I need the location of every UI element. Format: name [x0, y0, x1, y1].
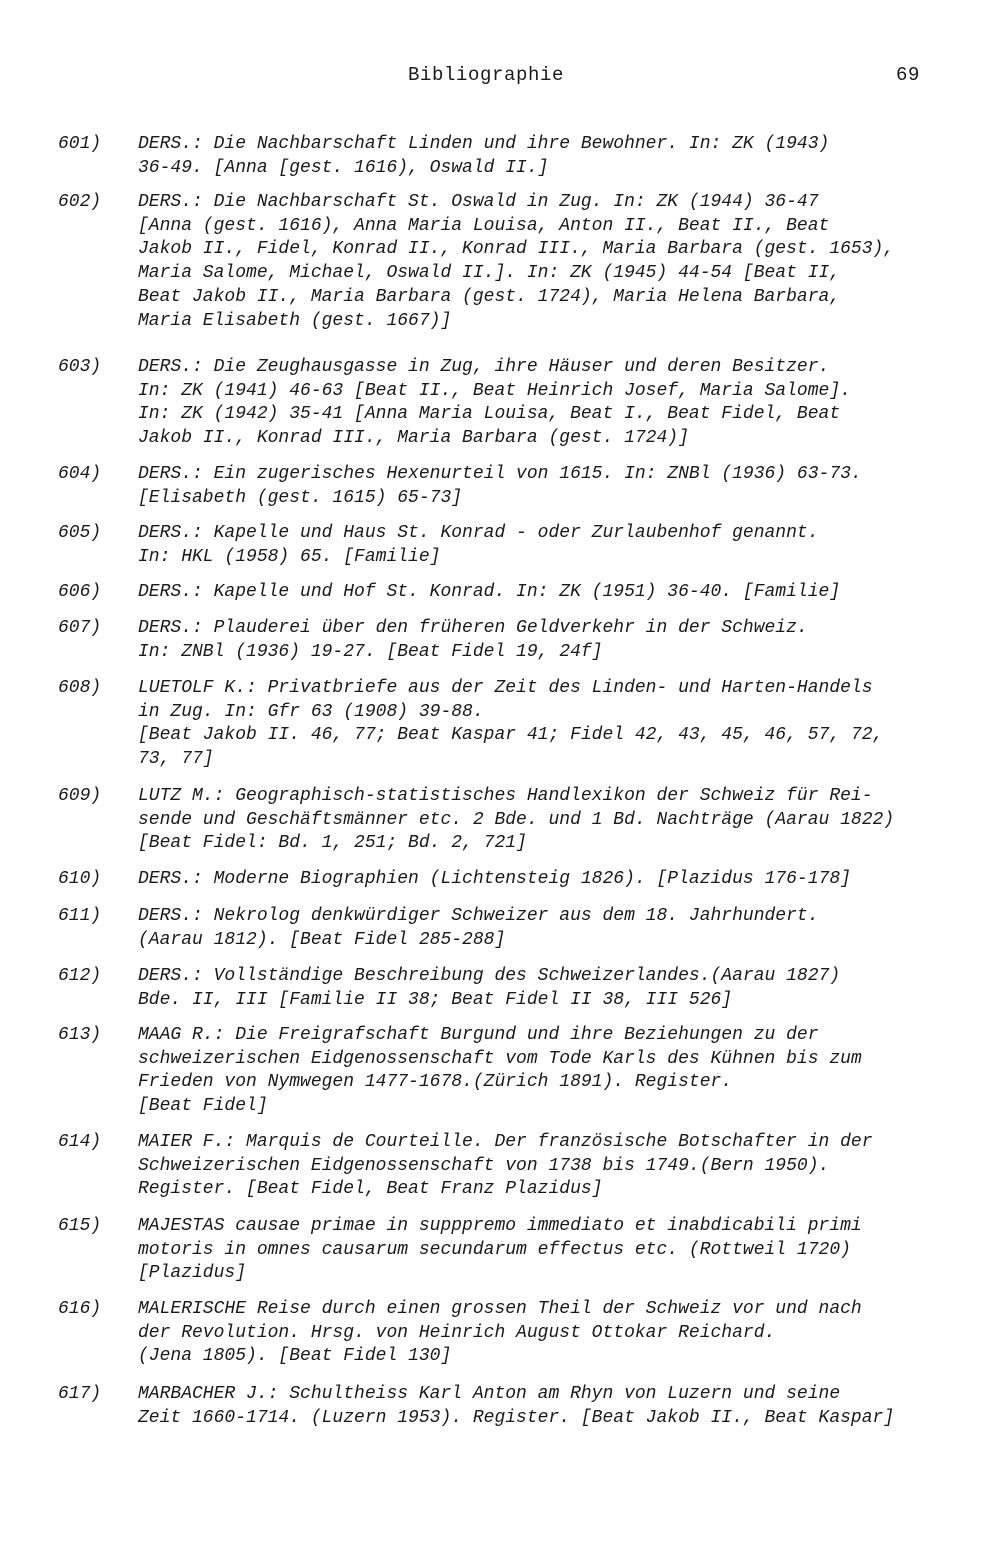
- bibliography-entry-603: [0, 356, 1000, 463]
- entry-number: 610): [58, 869, 102, 889]
- entry-number: 605): [58, 523, 102, 543]
- entry-number: 602): [58, 192, 102, 212]
- entry-text: DERS.: Die Nachbarschaft St. Oswald in Zug. In: ZK (1944) 36-47 [Anna (gest. 1616), Anna Maria Louisa, Anton II., Beat II., Beat Jakob II., Fidel, Konrad II., Konrad III., Maria Barbara (gest. 1653), Maria Salome, Michael, Oswald II.]. In: ZK (1945) 44-54 [Beat II, Beat Jakob II., Maria Barbara (gest. 1724), Maria Helena Barbara, Maria Elisabeth (gest. 1667)]: [138, 192, 895, 331]
- entry-text: DERS.: Nekrolog denkwürdiger Schweizer aus dem 18. Jahrhundert. (Aarau 1812). [Beat Fidel 285-288]: [138, 906, 819, 950]
- entry-text: DERS.: Ein zugerisches Hexenurteil von 1615. In: ZNBl (1936) 63-73. [Elisabeth (gest. 1615) 65-73]: [138, 464, 862, 508]
- bibliography-list: [0, 133, 1000, 1443]
- bibliography-entry-614: [0, 1131, 1000, 1215]
- page-title: Bibliographie: [408, 64, 565, 86]
- entry-text: DERS.: Die Nachbarschaft Linden und ihre Bewohner. In: ZK (1943) 36-49. [Anna [gest. 1616), Oswald II.]: [138, 134, 830, 178]
- bibliography-entry-601: [0, 133, 1000, 191]
- entry-text: DERS.: Plauderei über den früheren Geldverkehr in der Schweiz. In: ZNBl (1936) 19-27. [Beat Fidel 19, 24f]: [138, 618, 808, 662]
- entry-text: MAIER F.: Marquis de Courteille. Der französische Botschafter in der Schweizerischen Eidgenossenschaft von 1738 bis 1749.(Bern 1950). Register. [Beat Fidel, Beat Franz Plazidus]: [138, 1132, 873, 1200]
- bibliography-entry-617: [0, 1383, 1000, 1443]
- entry-number: 613): [58, 1025, 102, 1045]
- entry-number: 614): [58, 1132, 102, 1152]
- entry-text: DERS.: Kapelle und Haus St. Konrad - oder Zurlaubenhof genannt. In: HKL (1958) 65. [Familie]: [138, 523, 819, 567]
- entry-number: 604): [58, 464, 102, 484]
- entry-text: DERS.: Die Zeughausgasse in Zug, ihre Häuser und deren Besitzer. In: ZK (1941) 46-63 [Beat II., Beat Heinrich Josef, Maria Salome]. In: ZK (1942) 35-41 [Anna Maria Louisa, Beat I., Beat Fidel, Beat Jakob II., Konrad III., Maria Barbara (gest. 1724)]: [138, 357, 851, 449]
- bibliography-entry-609: [0, 785, 1000, 868]
- entry-number: 603): [58, 357, 102, 377]
- bibliography-entry-606: [0, 581, 1000, 617]
- running-head: [0, 64, 1000, 94]
- entry-text: MAAG R.: Die Freigrafschaft Burgund und ihre Beziehungen zu der schweizerischen Eidgenossenschaft vom Tode Karls des Kühnen bis zum Frieden von Nymwegen 1477-1678.(Zürich 1891). Register. [Beat Fidel]: [138, 1025, 862, 1117]
- entry-number: 615): [58, 1216, 102, 1236]
- page-number: 69: [896, 64, 921, 86]
- entry-number: 608): [58, 678, 102, 698]
- entry-text: MALERISCHE Reise durch einen grossen Theil der Schweiz vor und nach der Revolution. Hrsg. von Heinrich August Ottokar Reichard. (Jena 1805). [Beat Fidel 130]: [138, 1299, 862, 1367]
- entry-number: 609): [58, 786, 102, 806]
- bibliography-entry-611: [0, 905, 1000, 965]
- entry-text: MARBACHER J.: Schultheiss Karl Anton am Rhyn von Luzern und seine Zeit 1660-1714. (Luzern 1953). Register. [Beat Jakob II., Beat Kaspar]: [138, 1384, 895, 1428]
- bibliography-entry-613: [0, 1024, 1000, 1131]
- entry-text: LUTZ M.: Geographisch-statistisches Handlexikon der Schweiz für Rei- sende und Geschäftsmänner etc. 2 Bde. und 1 Bd. Nachträge (Aarau 1822) [Beat Fidel: Bd. 1, 251; Bd. 2, 721]: [138, 786, 895, 854]
- entry-text: DERS.: Kapelle und Hof St. Konrad. In: ZK (1951) 36-40. [Familie]: [138, 582, 841, 602]
- entry-number: 612): [58, 966, 102, 986]
- bibliography-entry-608: [0, 677, 1000, 785]
- entry-text: MAJESTAS causae primae in supppremo immediato et inabdicabili primi motoris in omnes causarum secundarum effectus etc. (Rottweil 1720) [Plazidus]: [138, 1216, 862, 1284]
- bibliography-entry-602: [0, 191, 1000, 356]
- bibliography-entry-616: [0, 1298, 1000, 1383]
- entry-number: 611): [58, 906, 102, 926]
- bibliography-entry-610: [0, 868, 1000, 905]
- bibliography-entry-615: [0, 1215, 1000, 1298]
- entry-number: 617): [58, 1384, 102, 1404]
- bibliography-entry-607: [0, 617, 1000, 677]
- bibliography-entry-612: [0, 965, 1000, 1024]
- entry-text: DERS.: Vollständige Beschreibung des Schweizerlandes.(Aarau 1827) Bde. II, III [Familie II 38; Beat Fidel II 38, III 526]: [138, 966, 841, 1010]
- entry-number: 607): [58, 618, 102, 638]
- entry-text: LUETOLF K.: Privatbriefe aus der Zeit des Linden- und Harten-Handels in Zug. In: Gfr 63 (1908) 39-88. [Beat Jakob II. 46, 77; Beat Kaspar 41; Fidel 42, 43, 45, 46, 57, 72, 73, 77]: [138, 678, 884, 770]
- entry-text: DERS.: Moderne Biographien (Lichtensteig 1826). [Plazidus 176-178]: [138, 869, 851, 889]
- entry-number: 601): [58, 134, 102, 154]
- bibliography-entry-605: [0, 522, 1000, 581]
- entry-number: 606): [58, 582, 102, 602]
- entry-number: 616): [58, 1299, 102, 1319]
- bibliography-entry-604: [0, 463, 1000, 522]
